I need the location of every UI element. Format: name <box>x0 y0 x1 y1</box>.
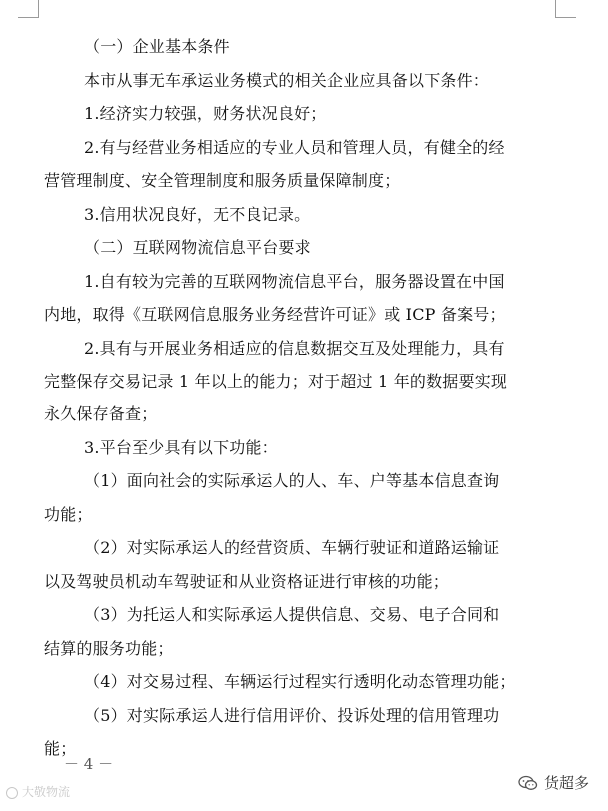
watermark-right <box>518 772 589 793</box>
weibo-icon <box>6 787 18 799</box>
watermark-left <box>6 783 70 800</box>
paragraph-line: 3.信用状况良好，无不良记录。 <box>84 205 311 224</box>
crop-mark-top-left <box>18 0 39 18</box>
paragraph-line: （2）对实际承运人的经营资质、车辆行驶证和道路运输证 <box>84 538 500 557</box>
paragraph-line: 2.具有与开展业务相适应的信息数据交互及处理能力，具有 <box>84 339 505 358</box>
crop-mark-top-right <box>555 0 576 18</box>
paragraph-line: （3）为托运人和实际承运人提供信息、交易、电子合同和 <box>84 605 500 624</box>
section-heading-2: （二）互联网物流信息平台要求 <box>84 238 311 257</box>
paragraph-line: 2.有与经营业务相适应的专业人员和管理人员，有健全的经 <box>84 138 505 157</box>
paragraph-line: 完整保存交易记录 1 年以上的能力；对于超过 1 年的数据要实现 <box>44 372 508 391</box>
paragraph-line: 结算的服务功能； <box>44 639 174 658</box>
paragraph-line: 1.经济实力较强，财务状况良好； <box>84 104 327 123</box>
paragraph-line: 本市从事无车承运业务模式的相关企业应具备以下条件： <box>84 71 490 90</box>
paragraph-line: 营管理制度、安全管理制度和服务质量保障制度； <box>44 171 401 190</box>
watermark-right-text: 货超多 <box>544 774 590 792</box>
paragraph-line: （5）对实际承运人进行信用评价、投诉处理的信用管理功 <box>84 706 500 725</box>
paragraph-line: （1）面向社会的实际承运人的人、车、户等基本信息查询 <box>84 471 500 490</box>
section-heading-1: （一）企业基本条件 <box>84 37 230 56</box>
paragraph-line: 功能； <box>44 505 93 524</box>
paragraph-line: 3.平台至少具有以下功能： <box>84 438 278 457</box>
paragraph-line: 1.自有较为完善的互联网物流信息平台，服务器设置在中国 <box>84 272 505 291</box>
paragraph-line: 永久保存备查； <box>44 404 158 423</box>
paragraph-line: （4）对交易过程、车辆运行过程实行透明化动态管理功能； <box>84 672 516 691</box>
wechat-icon <box>518 775 538 791</box>
page-number: － 4 － <box>64 755 114 773</box>
paragraph-line: 能； <box>44 739 77 758</box>
paragraph-line: 内地，取得《互联网信息服务业务经营许可证》或 ICP 备案号； <box>44 305 506 324</box>
paragraph-line: 以及驾驶员机动车驾驶证和从业资格证进行审核的功能； <box>44 572 450 591</box>
watermark-left-text: 大敬物流 <box>22 785 71 799</box>
